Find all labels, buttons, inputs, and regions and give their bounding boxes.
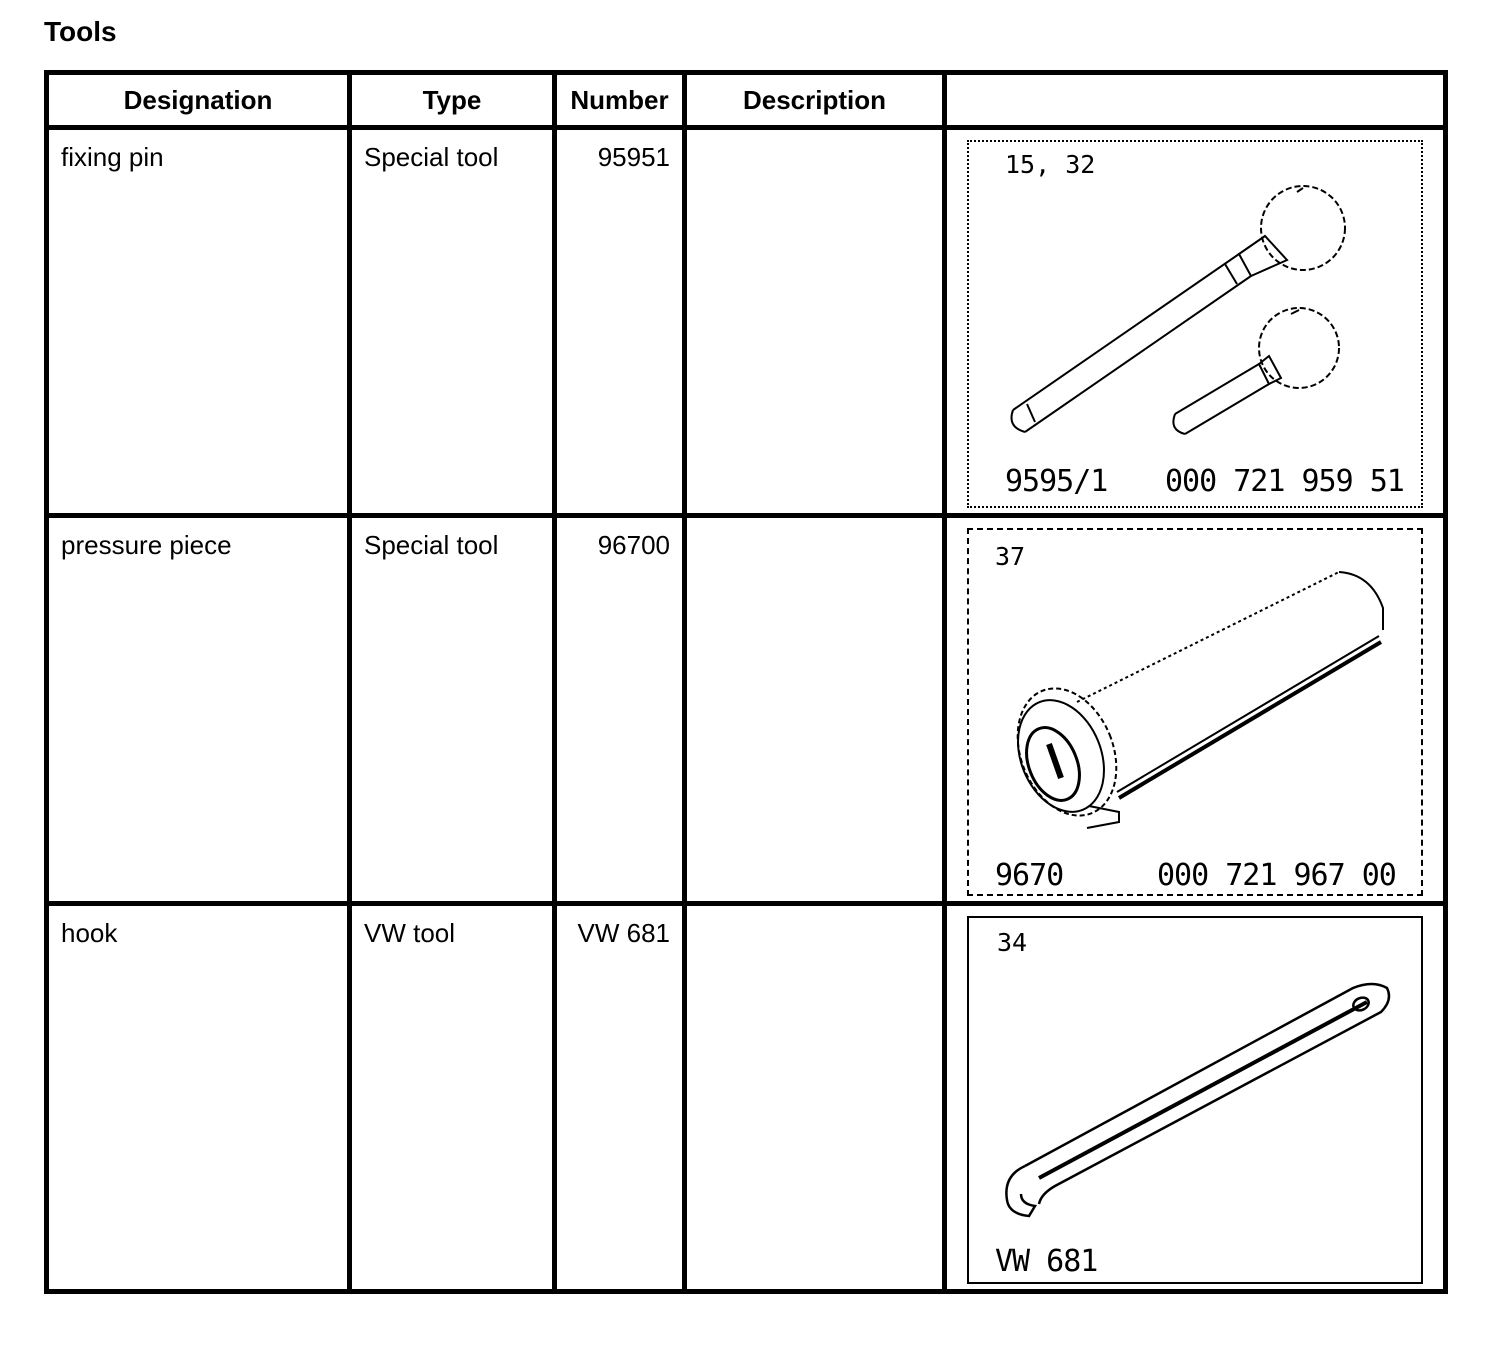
description-cell	[685, 128, 945, 516]
designation-text: fixing pin	[61, 142, 164, 172]
designation-text: hook	[61, 918, 118, 948]
hook-drawing	[969, 918, 1427, 1282]
table-header-row	[47, 73, 1446, 128]
table-row	[47, 516, 1446, 904]
column-header-description: Description	[685, 73, 945, 128]
designation-cell	[47, 128, 350, 516]
type-cell	[350, 516, 555, 904]
description-text	[687, 130, 942, 142]
type-cell	[350, 128, 555, 516]
description-cell	[685, 904, 945, 1292]
figure-caption-tool-number: 9595/1	[1005, 464, 1108, 499]
type-text: VW tool	[364, 918, 456, 948]
column-header-illustration	[945, 73, 1446, 128]
pressure-piece-illustration	[967, 528, 1423, 896]
fixing-pin-illustration	[967, 140, 1423, 508]
description-cell	[685, 516, 945, 904]
number-text: 95951	[597, 142, 670, 172]
number-cell	[555, 904, 685, 1292]
figure-caption-tool-number: VW 681	[995, 1244, 1098, 1279]
figure-caption-part-number: 000 721 967 00	[1157, 858, 1396, 893]
illustration-cell	[945, 516, 1446, 904]
designation-cell	[47, 904, 350, 1292]
pressure-piece-drawing	[969, 530, 1427, 894]
number-cell	[555, 516, 685, 904]
number-cell	[555, 128, 685, 516]
hook-illustration	[967, 916, 1423, 1284]
type-text: Special tool	[364, 530, 499, 560]
designation-text: pressure piece	[61, 530, 232, 560]
type-cell	[350, 904, 555, 1292]
illustration-cell	[945, 128, 1446, 516]
description-text	[687, 906, 942, 918]
number-text: 96700	[597, 530, 670, 560]
figure-ref-number: 15, 32	[1005, 150, 1096, 179]
tools-table	[44, 70, 1448, 1294]
figure-ref-number: 34	[997, 928, 1028, 957]
type-text: Special tool	[364, 142, 499, 172]
column-header-type: Type	[350, 73, 555, 128]
description-text	[687, 518, 942, 530]
table-row	[47, 904, 1446, 1292]
figure-caption-tool-number: 9670	[995, 858, 1064, 893]
figure-caption-part-number: 000 721 959 51	[1165, 464, 1404, 499]
page-title: Tools	[44, 16, 117, 47]
figure-ref-number: 37	[995, 542, 1026, 571]
column-header-designation: Designation	[47, 73, 350, 128]
column-header-number: Number	[555, 73, 685, 128]
number-text: VW 681	[577, 918, 670, 948]
designation-cell	[47, 516, 350, 904]
table-row	[47, 128, 1446, 516]
fixing-pin-drawing	[969, 142, 1427, 506]
illustration-cell	[945, 904, 1446, 1292]
